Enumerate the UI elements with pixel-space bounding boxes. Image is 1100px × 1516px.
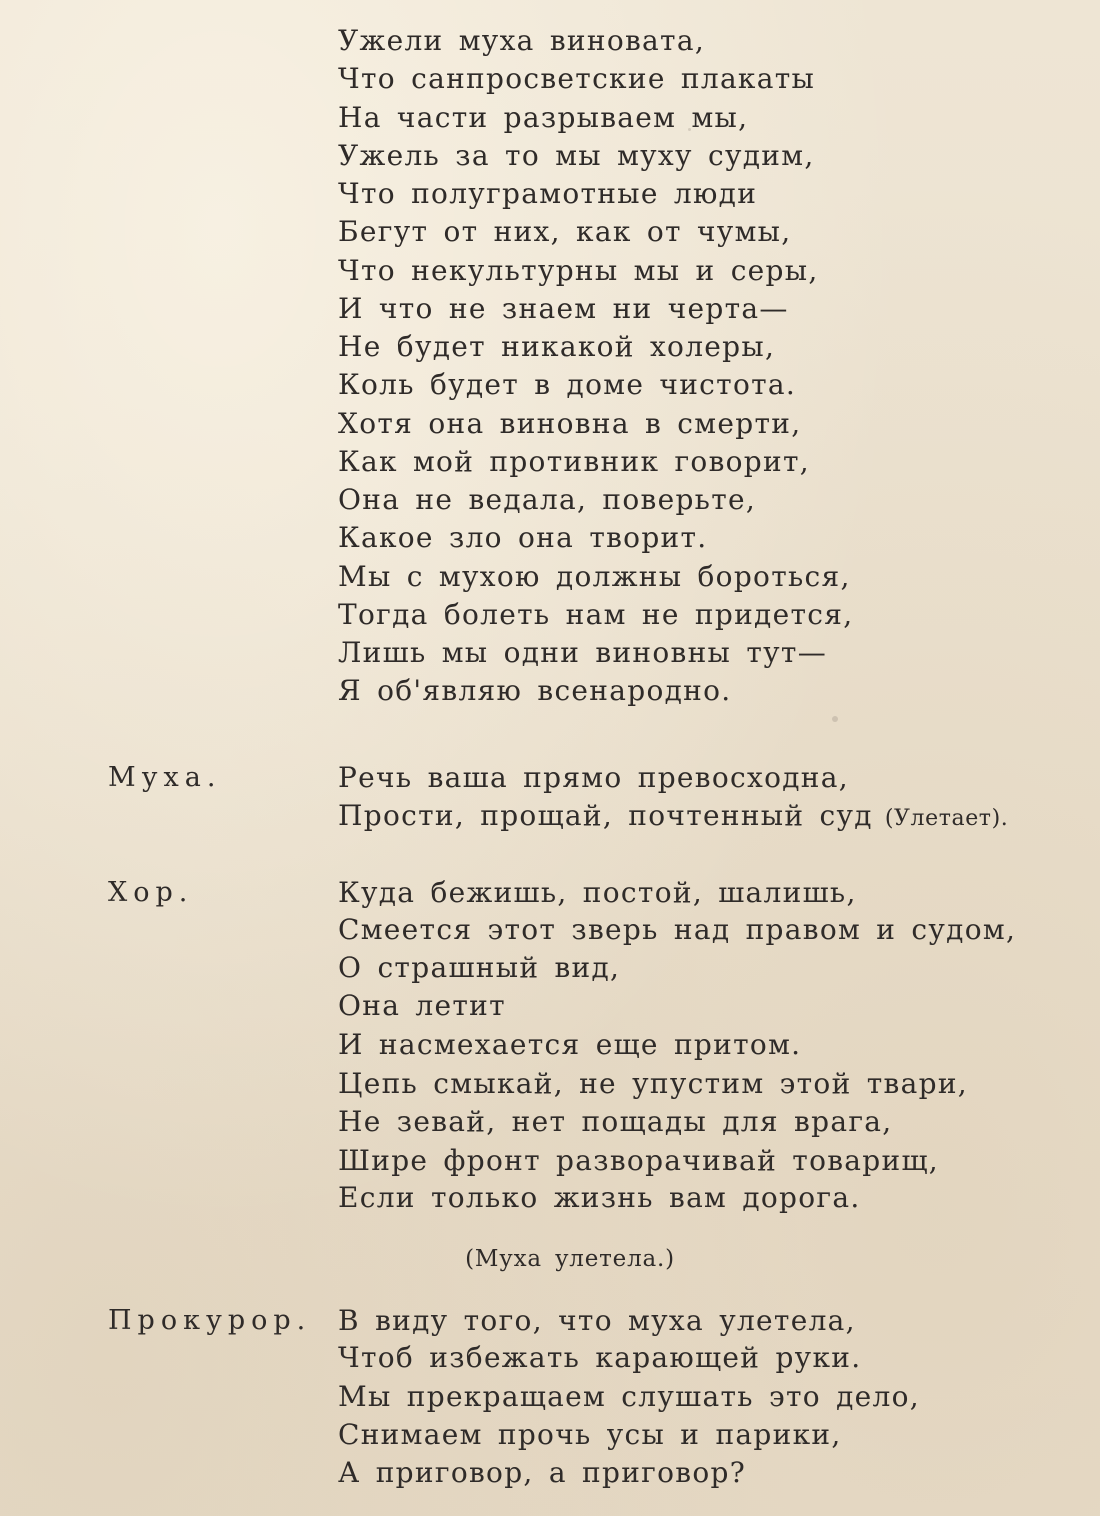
verse-line: А приговор, а приговор?	[338, 1456, 747, 1489]
verse-line: В виду того, что муха улетела,	[338, 1304, 856, 1337]
verse-line: Цепь смыкай, не упустим этой твари,	[338, 1067, 968, 1100]
verse-line: Тогда болеть нам не придется,	[338, 598, 854, 631]
stage-direction-inline: (Улетает).	[884, 806, 1009, 831]
speaker-mukha: Муха.	[108, 762, 222, 793]
stage-direction-centered: (Муха улетела.)	[465, 1246, 675, 1272]
verse-line: Что некультурны мы и серы,	[338, 254, 819, 287]
verse-line: На части разрываем мы,	[338, 101, 749, 134]
verse-line: Мы прекращаем слушать это дело,	[338, 1380, 920, 1413]
verse-line: Лишь мы одни виновны тут—	[338, 636, 828, 669]
paper-speck	[800, 1440, 804, 1444]
verse-line: Шире фронт разворачивай товарищ,	[338, 1144, 939, 1177]
verse-line: Снимаем прочь усы и парики,	[338, 1418, 842, 1451]
verse-line: Какое зло она творит.	[338, 521, 708, 554]
verse-line: Не будет никакой холеры,	[338, 330, 776, 363]
verse-line: Мы с мухою должны бороться,	[338, 560, 851, 593]
speaker-prokuror: Прокурор.	[108, 1305, 312, 1336]
verse-line: Что полуграмотные люди	[338, 177, 758, 210]
verse-line: Что санпросветские плакаты	[338, 62, 816, 95]
verse-line: Не зевай, нет пощады для врага,	[338, 1105, 893, 1138]
verse-line: Я об'являю всенародно.	[338, 674, 732, 707]
paper-speck	[832, 716, 838, 722]
verse-line: Чтоб избежать карающей руки.	[338, 1341, 862, 1374]
verse-line: Она летит	[338, 989, 506, 1022]
verse-line: Как мой противник говорит,	[338, 445, 810, 478]
verse-line	[338, 800, 1008, 835]
verse-line: Речь ваша прямо превосходна,	[338, 761, 849, 794]
verse-line: Коль будет в доме чистота.	[338, 368, 797, 401]
speaker-khor: Хор.	[108, 877, 194, 908]
verse-line: Она не ведала, поверьте,	[338, 483, 757, 516]
verse-line: Хотя она виновна в смерти,	[338, 407, 802, 440]
verse-line: Ужели муха виновата,	[338, 24, 706, 57]
verse-line: Если только жизнь вам дорога.	[338, 1181, 861, 1214]
paper-speck	[688, 128, 691, 131]
verse-line: И что не знаем ни черта—	[338, 292, 789, 325]
verse-line: Смеется этот зверь над правом и судом,	[338, 913, 1017, 946]
verse-line: Куда бежишь, постой, шалишь,	[338, 876, 857, 909]
verse-line: Ужель за то мы муху судим,	[338, 139, 815, 172]
verse-line-text: Прости, прощай, почтенный суд	[338, 799, 873, 832]
verse-line: И насмехается еще притом.	[338, 1028, 802, 1061]
verse-line: Бегут от них, как от чумы,	[338, 215, 792, 248]
verse-line: О страшный вид,	[338, 951, 621, 984]
